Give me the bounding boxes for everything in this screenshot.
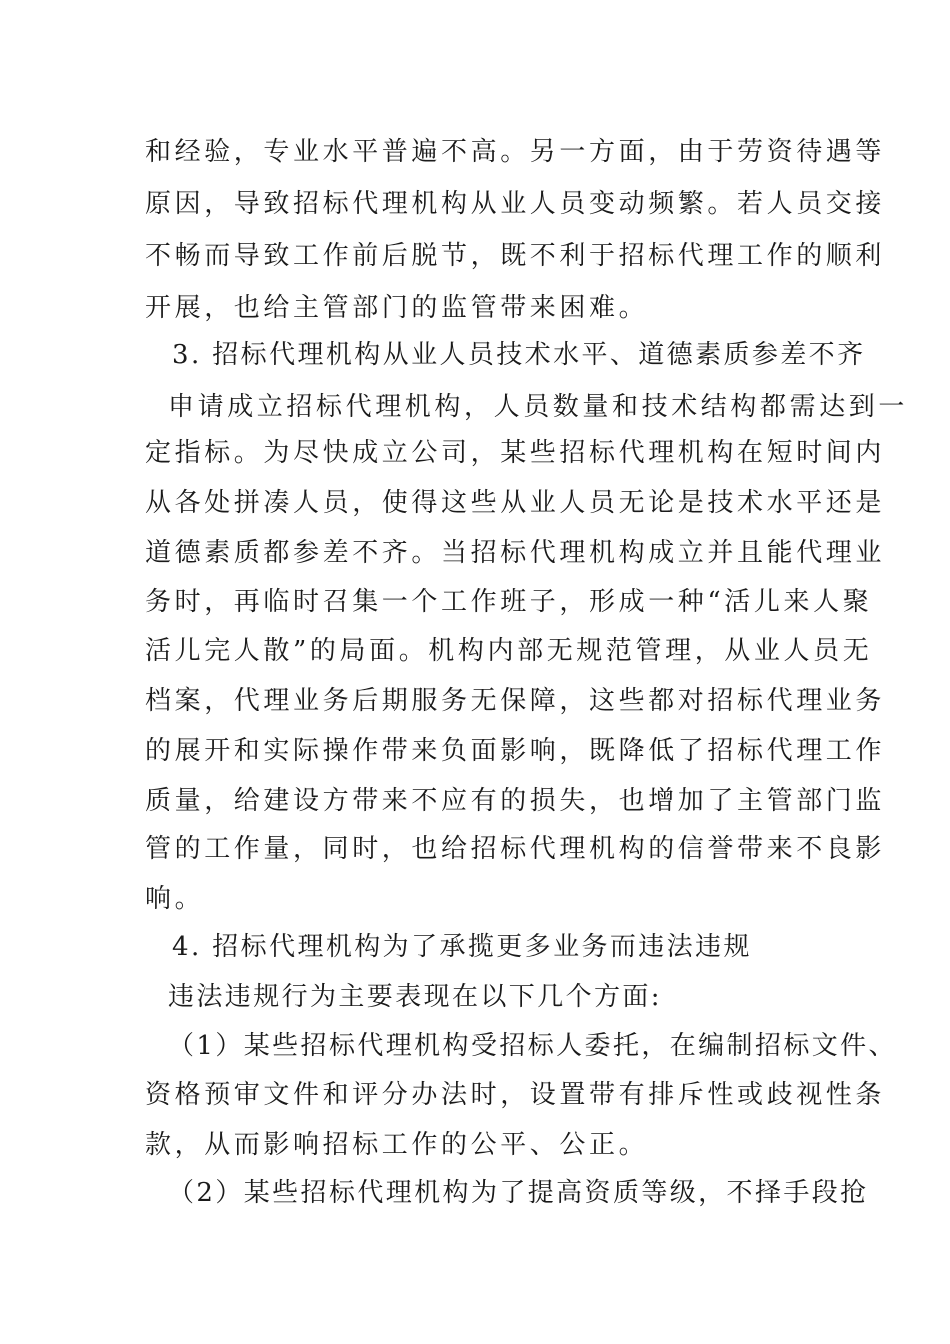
list-item-1-line: 款，从而影响招标工作的公平、公正。 [145, 1130, 649, 1160]
paragraph-line: 违法违规行为主要表现在以下几个方面: [168, 982, 662, 1012]
paragraph-line: 从各处拼凑人员，使得这些从业人员无论是技术水平还是 [145, 488, 886, 518]
paragraph-line: 档案，代理业务后期服务无保障，这些都对招标代理业务 [145, 686, 886, 716]
paragraph-line: 申请成立招标代理机构，人员数量和技术结构都需达到一 [168, 392, 909, 422]
paragraph-line: 开展，也给主管部门的监管带来困难。 [145, 293, 649, 323]
paragraph-line: 质量，给建设方带来不应有的损失，也增加了主管部门监 [145, 786, 886, 816]
paragraph-line: 原因，导致招标代理机构从业人员变动频繁。若人员交接 [145, 189, 886, 219]
paragraph-line: 不畅而导致工作前后脱节，既不利于招标代理工作的顺利 [145, 241, 886, 271]
paragraph-line: 和经验，专业水平普遍不高。另一方面，由于劳资待遇等 [145, 137, 886, 167]
section-heading-3: 3. 招标代理机构从业人员技术水平、道德素质参差不齐 [172, 340, 866, 370]
paragraph-line: 定指标。为尽快成立公司，某些招标代理机构在短时间内 [145, 438, 886, 468]
paragraph-line: 道德素质都参差不齐。当招标代理机构成立并且能代理业 [145, 538, 886, 568]
paragraph-line: 管的工作量，同时，也给招标代理机构的信誉带来不良影 [145, 834, 886, 864]
section-heading-4: 4. 招标代理机构为了承揽更多业务而违法违规 [172, 932, 752, 962]
list-item-1-line: 资格预审文件和评分办法时，设置带有排斥性或歧视性条 [145, 1080, 886, 1110]
paragraph-line: 响。 [145, 884, 205, 914]
paragraph-line: 的展开和实际操作带来负面影响，既降低了招标代理工作 [145, 736, 886, 766]
list-item-1-line: （1）某些招标代理机构受招标人委托，在编制招标文件、 [168, 1031, 897, 1061]
paragraph-line: 活儿完人散”的局面。机构内部无规范管理，从业人员无 [145, 636, 873, 666]
list-item-2-line: （2）某些招标代理机构为了提高资质等级，不择手段抢 [168, 1178, 869, 1208]
paragraph-line: 务时，再临时召集一个工作班子，形成一种“活儿来人聚 [145, 587, 873, 617]
